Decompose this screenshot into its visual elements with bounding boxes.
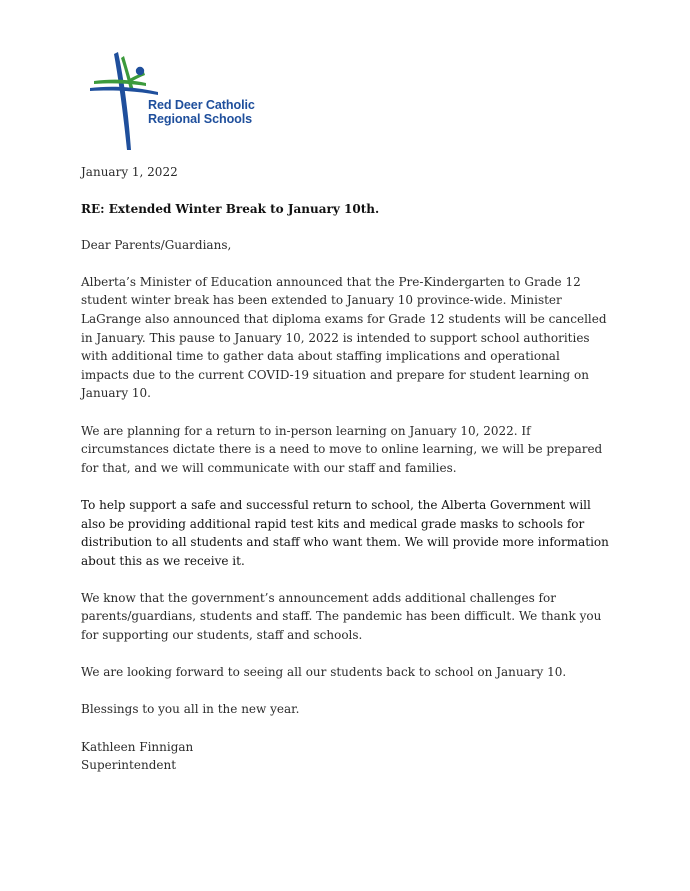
org-name-line1: Red Deer Catholic: [148, 98, 255, 112]
org-name-line2: Regional Schools: [148, 112, 253, 126]
paragraph-looking-forward: We are looking forward to seeing all our students back to school on January 10.: [81, 665, 567, 680]
letter-subject: RE: Extended Winter Break to January 10th.: [81, 201, 380, 216]
org-logo: [88, 50, 268, 154]
letter-body: [81, 163, 611, 775]
signature-title: Superintendent: [81, 758, 177, 773]
org-name: [148, 98, 255, 126]
paragraph-challenges: We know that the government’s announcement adds additional challenges for parents/guardians, students and staff. The pandemic has been difficult. We thank you for supporting our students, staff and schools.: [81, 590, 602, 643]
letter-salutation: Dear Parents/Guardians,: [81, 238, 232, 253]
paragraph-in-person-learning: We are planning for a return to in-person learning on January 10, 2022. If circumstances dictate there is a need to move to online learning, we will be prepared for that, and we will communicate with our staff and families.: [81, 423, 603, 475]
letter-date: January 1, 2022: [81, 165, 178, 179]
signature-name: Kathleen Finnigan: [81, 739, 194, 754]
paragraph-rapid-tests: To help support a safe and successful return to school, the Alberta Government will also be providing additional rapid test kits and medical grade masks to schools for distribution to all students and staff who want them. We will provide more information about this as we receive it.: [81, 497, 609, 568]
paragraph-blessings: Blessings to you all in the new year.: [81, 702, 300, 717]
paragraph-announcement: Alberta’s Minister of Education announced that the Pre-Kindergarten to Grade 12 student winter break has been extended to January 10 province-wide. Minister LaGrange also announced that diploma exams for Grade 12 students will be cancelled in January. This pause to January 10, 2022 is intended to support school authorities with additional time to gather data about staffing implications and operational impacts due to the current COVID-19 situation and prepare for student learning on January 10.: [81, 274, 607, 401]
